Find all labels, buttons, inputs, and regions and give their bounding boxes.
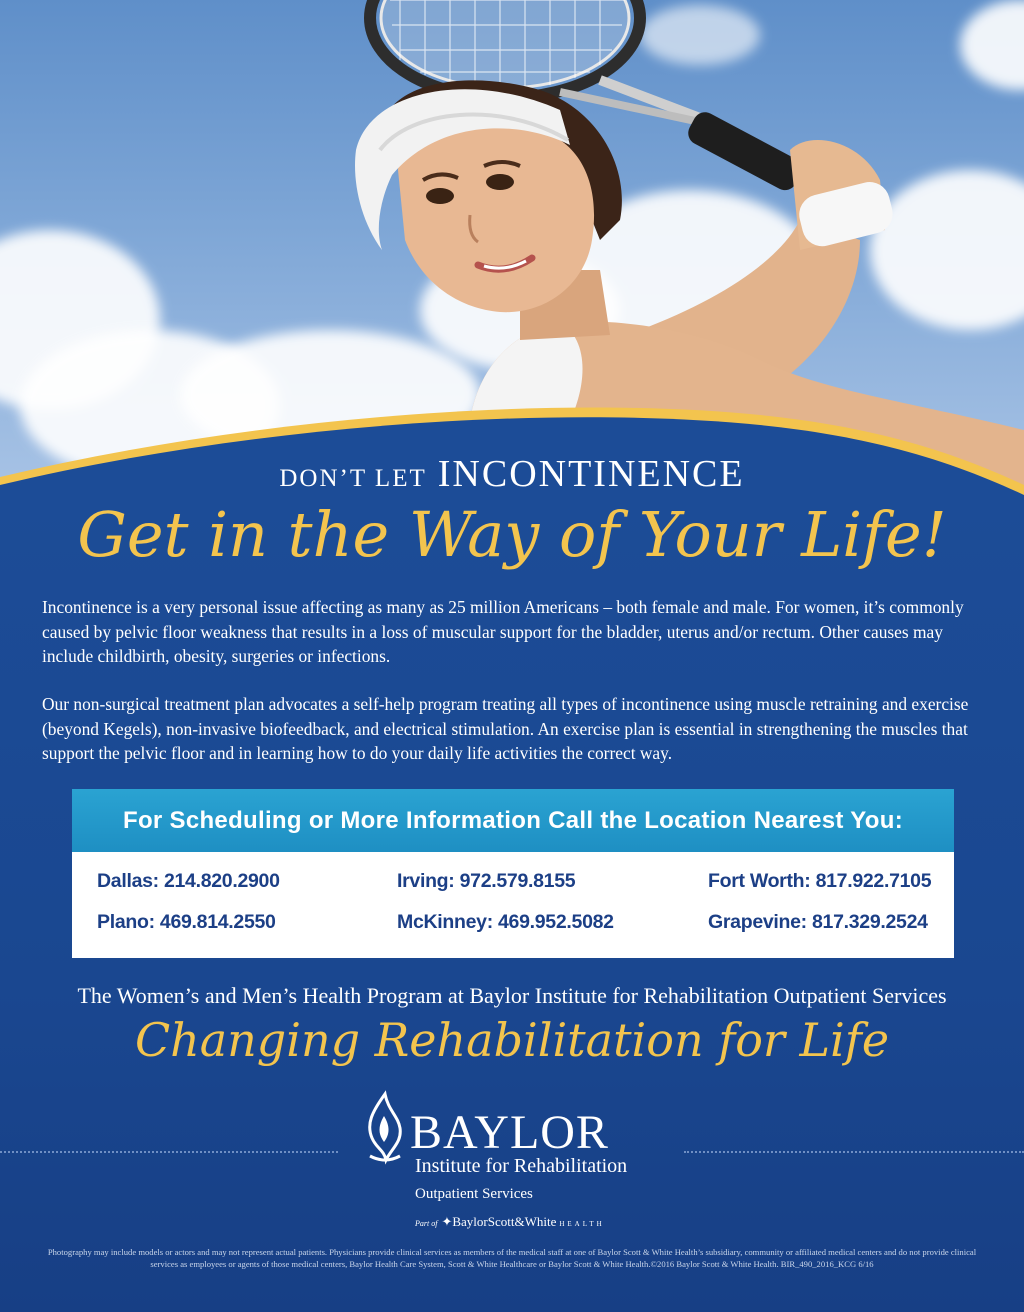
- location-plano[interactable]: Plano: 469.814.2550: [97, 911, 276, 933]
- contact-box: [72, 789, 954, 958]
- brand-name: BaylorScott&White: [452, 1214, 557, 1229]
- headline: [0, 452, 1024, 496]
- part-of-label: Part of: [415, 1219, 438, 1228]
- logo-parent-brand: [415, 1214, 605, 1230]
- location-grid: [72, 852, 954, 958]
- headline-prefix: DON’T LET: [279, 465, 427, 492]
- dotted-rule-left: [0, 1151, 338, 1153]
- headline-main: INCONTINENCE: [437, 453, 745, 495]
- headline-script: Get in the Way of Your Life!: [77, 498, 947, 571]
- contact-header: For Scheduling or More Information Call the Location Nearest You:: [72, 789, 954, 852]
- logo-wordmark: BAYLOR: [410, 1106, 609, 1159]
- logo-subtitle-2: Outpatient Services: [415, 1186, 533, 1202]
- program-line: The Women’s and Men’s Health Program at Baylor Institute for Rehabilitation Outpatient Services: [77, 983, 947, 1008]
- star-icon: ✦: [441, 1214, 453, 1229]
- body-paragraph-1: Incontinence is a very personal issue affecting as many as 25 million Americans – both female and male. For women, it’s commonly caused by pelvic floor weakness that results in a loss of muscular support for the bladder, uterus and/or rectum. Other causes may include childbirth, obesity, surgeries or infections.: [42, 597, 964, 666]
- brand-health: HEALTH: [559, 1220, 605, 1228]
- location-mckinney[interactable]: McKinney: 469.952.5082: [397, 911, 614, 933]
- location-grapevine[interactable]: Grapevine: 817.329.2524: [708, 911, 928, 933]
- location-fort-worth[interactable]: Fort Worth: 817.922.7105: [708, 870, 932, 892]
- location-dallas[interactable]: Dallas: 214.820.2900: [97, 870, 280, 892]
- disclaimer: Photography may include models or actors and may not represent actual patients. Physicians provide clinical services as members of the medical staff at one of Baylor Scott & White Health’s subsidiary, community or affiliated medical centers and do not provide clinical services as employees or agents of those medical centers, Baylor Health Care System, Scott & White Healthcare or Baylor Scott & White Health.©2016 Baylor Scott & White Health. BIR_490_2016_KCG 6/16: [47, 1247, 977, 1269]
- body-paragraph-2: Our non-surgical treatment plan advocates a self-help program treating all types of incontinence using muscle retraining and exercise (beyond Kegels), non-invasive biofeedback, and electrical stimulation. An exercise plan is essential in strengthening the muscles that support the pelvic floor and in learning how to do your daily life activities the correct way.: [42, 694, 969, 763]
- logo-subtitle: Institute for Rehabilitation: [415, 1155, 628, 1177]
- location-irving[interactable]: Irving: 972.579.8155: [397, 870, 576, 892]
- program-tagline: Changing Rehabilitation for Life: [134, 1013, 890, 1067]
- dotted-rule-right: [684, 1151, 1024, 1153]
- baylor-flame-icon: [362, 1090, 408, 1170]
